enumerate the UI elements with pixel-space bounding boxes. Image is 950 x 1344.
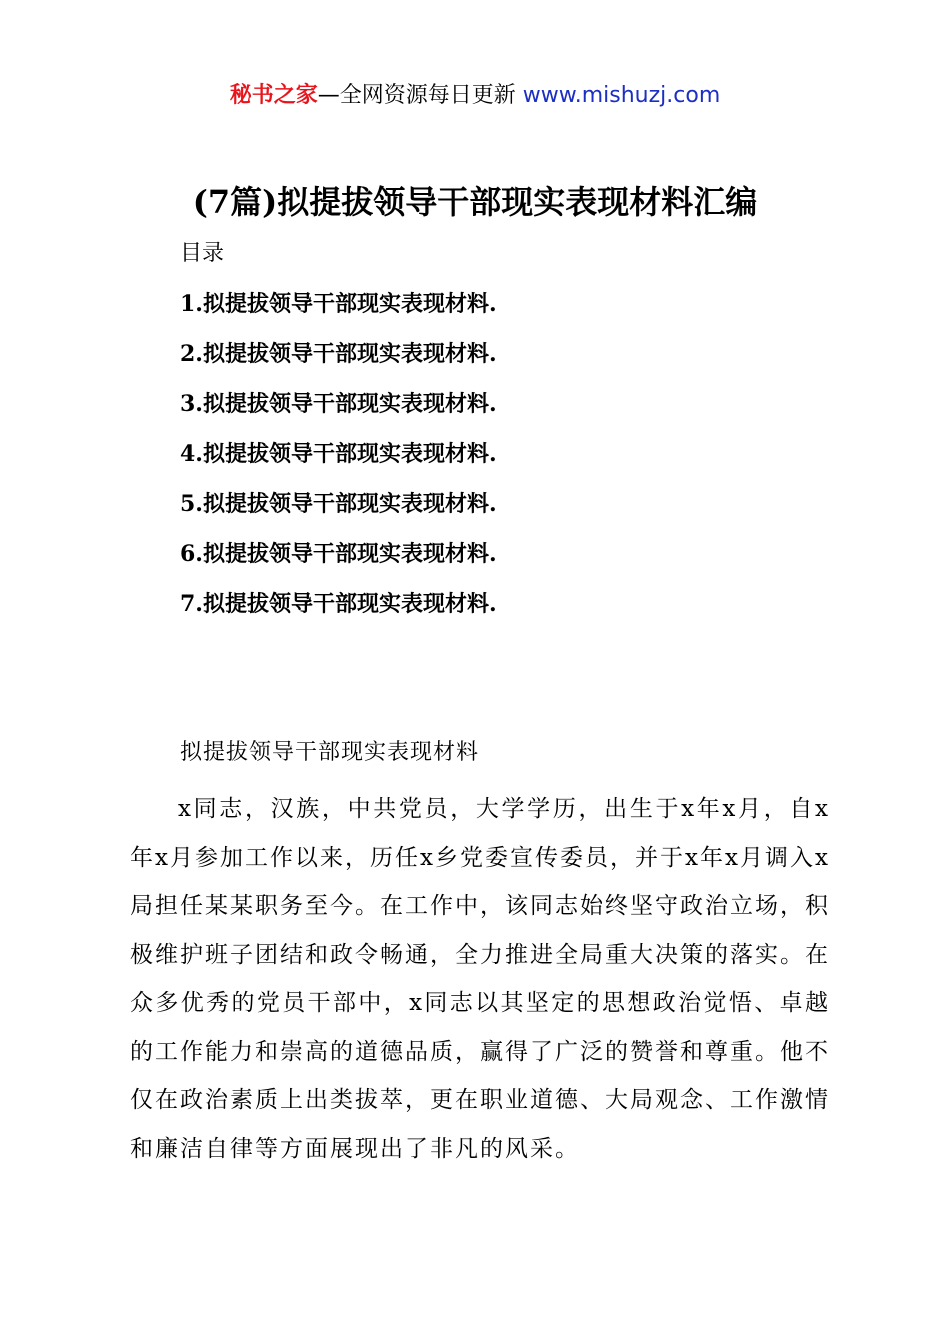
banner-url-link[interactable]: www.mishuzj.com — [522, 83, 721, 108]
toc-heading: 目录 — [180, 241, 225, 266]
body-paragraph: x同志，汉族，中共党员，大学学历，出生于x年x月，自x年x月参加工作以来，历任x乡党委宣传委员，并于x年x月调入x局担任某某职务至今。在工作中，该同志始终坚守政治立场，积极维护班子团结和政令畅通，全力推进全局重大决策的落实。在众多优秀的党员干部中，x同志以其坚定的思想政治觉悟、卓越的工作能力和崇高的道德品质，赢得了广泛的赞誉和尊重。他不仅在政治素质上出类拔萃，更在职业道德、大局观念、工作激情和廉洁自律等方面展现出了非凡的风采。 — [130, 796, 830, 1162]
toc-item[interactable]: 2.拟提拔领导干部现实表现材料. — [180, 341, 497, 367]
banner-tagline: —全网资源每日更新 — [317, 83, 516, 108]
toc-item[interactable]: 4.拟提拔领导干部现实表现材料. — [180, 441, 497, 467]
document-title: (7篇)拟提拔领导干部现实表现材料汇编 — [192, 183, 758, 221]
toc-item[interactable]: 6.拟提拔领导干部现实表现材料. — [180, 541, 497, 567]
banner-brand: 秘书之家 — [229, 83, 318, 108]
toc-item[interactable]: 1.拟提拔领导干部现实表现材料. — [180, 291, 497, 317]
section-title: 拟提拔领导干部现实表现材料 — [180, 740, 480, 765]
table-of-contents — [180, 286, 497, 636]
toc-item[interactable]: 7.拟提拔领导干部现实表现材料. — [180, 591, 497, 617]
toc-item[interactable]: 5.拟提拔领导干部现实表现材料. — [180, 491, 497, 517]
toc-item[interactable]: 3.拟提拔领导干部现实表现材料. — [180, 391, 497, 417]
site-banner — [0, 80, 950, 112]
